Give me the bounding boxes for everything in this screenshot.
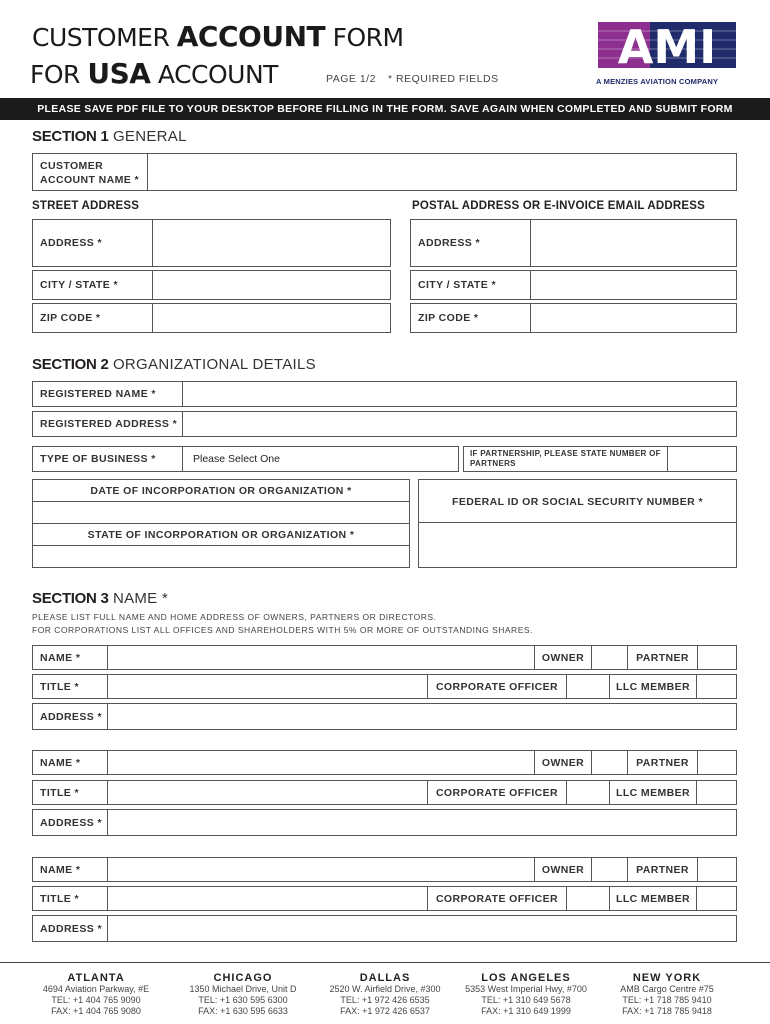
ami-logo xyxy=(598,22,736,68)
postal-zip-label: ZIP CODE * xyxy=(418,312,479,324)
principal2-owner-option[interactable] xyxy=(534,750,592,775)
principal1-llc-member-checkbox[interactable] xyxy=(696,674,737,699)
office-address: AMB Cargo Centre #75 xyxy=(620,984,714,994)
principal2-title-label-cell xyxy=(32,780,108,805)
office-fax: FAX: +1 404 765 9080 xyxy=(51,1006,141,1016)
postal-city-label: CITY / STATE * xyxy=(418,279,496,291)
federal-id-label-cell xyxy=(418,479,737,523)
office-los-angeles xyxy=(456,972,596,1017)
office-atlanta xyxy=(26,972,166,1017)
principal2-partner-checkbox[interactable] xyxy=(697,750,737,775)
principal2-name-label: NAME * xyxy=(40,757,81,769)
street-address-label: ADDRESS * xyxy=(40,237,102,249)
principal3-partner-option[interactable] xyxy=(627,857,698,882)
principal3-address-label: ADDRESS * xyxy=(40,923,102,935)
office-fax: FAX: +1 718 785 9418 xyxy=(622,1006,712,1016)
office-fax: FAX: +1 310 649 1999 xyxy=(481,1006,571,1016)
principal1-partner-option[interactable] xyxy=(627,645,698,670)
title-account-2: ACCOUNT xyxy=(157,60,278,89)
partnership-label-cell xyxy=(463,446,668,472)
section3-title: NAME * xyxy=(112,590,169,607)
principal3-title-label: TITLE * xyxy=(40,893,79,905)
principal2-name-input[interactable] xyxy=(107,750,535,775)
office-tel: TEL: +1 630 595 6300 xyxy=(198,995,288,1005)
office-city: CHICAGO xyxy=(213,972,273,984)
principal1-title-label-cell xyxy=(32,674,108,699)
principal3-partner-checkbox[interactable] xyxy=(697,857,737,882)
registered-name-input[interactable] xyxy=(182,381,737,407)
street-zip-label-cell xyxy=(32,303,153,333)
principal3-llc-member-checkbox[interactable] xyxy=(696,886,737,911)
principal3-llc-member-label: LLC MEMBER xyxy=(616,893,690,905)
principal1-partner-checkbox[interactable] xyxy=(697,645,737,670)
office-city: ATLANTA xyxy=(67,972,125,984)
registered-address-input[interactable] xyxy=(182,411,737,437)
principal3-corporate-officer-option[interactable] xyxy=(427,886,567,911)
office-city: DALLAS xyxy=(359,972,411,984)
principal2-corporate-officer-label: CORPORATE OFFICER xyxy=(435,787,559,799)
postal-address-input[interactable] xyxy=(530,219,737,267)
office-address: 2520 W. Airfield Drive, #300 xyxy=(329,984,441,994)
state-incorporation-label: STATE OF INCORPORATION OR ORGANIZATION * xyxy=(87,529,355,541)
type-of-business-label: TYPE OF BUSINESS * xyxy=(40,453,156,465)
office-dallas xyxy=(315,972,455,1017)
office-fax: FAX: +1 972 426 6537 xyxy=(340,1006,430,1016)
principal2-corporate-officer-checkbox[interactable] xyxy=(566,780,610,805)
section2-heading xyxy=(32,356,316,373)
title-form: FORM xyxy=(332,23,404,52)
title-usa: USA xyxy=(87,57,151,90)
principal1-address-label-cell xyxy=(32,703,108,730)
principal3-corporate-officer-checkbox[interactable] xyxy=(566,886,610,911)
principal2-title-label: TITLE * xyxy=(40,787,79,799)
principal3-address-input[interactable] xyxy=(107,915,737,942)
principal1-corporate-officer-checkbox[interactable] xyxy=(566,674,610,699)
section2-number: SECTION 2 xyxy=(32,356,109,373)
principal3-name-label: NAME * xyxy=(40,864,81,876)
principal2-llc-member-label: LLC MEMBER xyxy=(616,787,690,799)
partnership-label: IF PARTNERSHIP, PLEASE STATE NUMBER OF PARTNERS xyxy=(470,449,661,468)
postal-address-label: ADDRESS * xyxy=(418,237,480,249)
principal3-partner-label: PARTNER xyxy=(636,864,689,876)
street-address-input[interactable] xyxy=(152,219,391,267)
date-incorporation-label-cell xyxy=(32,479,410,502)
office-tel: TEL: +1 310 649 5678 xyxy=(481,995,571,1005)
principal1-name-label-cell xyxy=(32,645,108,670)
principal1-owner-label: OWNER xyxy=(541,652,585,664)
postal-address-label-cell xyxy=(410,219,531,267)
date-incorporation-input[interactable] xyxy=(32,501,410,524)
number-of-partners-input[interactable] xyxy=(667,446,737,472)
principal1-corporate-officer-label: CORPORATE OFFICER xyxy=(435,681,559,693)
customer-account-label-cell xyxy=(32,153,148,191)
logo-text: AMI xyxy=(617,22,717,68)
principal1-llc-member-option[interactable] xyxy=(609,674,697,699)
state-incorporation-input[interactable] xyxy=(32,545,410,568)
office-tel: TEL: +1 718 785 9410 xyxy=(622,995,712,1005)
principals-note-2: FOR CORPORATIONS LIST ALL OFFICES AND SHAREHOLDERS WITH 5% OR MORE OF OUTSTANDING SHARES. xyxy=(32,625,533,635)
principal3-llc-member-option[interactable] xyxy=(609,886,697,911)
street-zip-input[interactable] xyxy=(152,303,391,333)
office-address: 5353 West Imperial Hwy, #700 xyxy=(465,984,587,994)
principal2-title-input[interactable] xyxy=(107,780,428,805)
federal-id-label: FEDERAL ID OR SOCIAL SECURITY NUMBER * xyxy=(452,496,703,508)
principal2-llc-member-option[interactable] xyxy=(609,780,697,805)
postal-city-label-cell xyxy=(410,270,531,300)
street-address-header: STREET ADDRESS xyxy=(32,200,140,212)
principal1-title-label: TITLE * xyxy=(40,681,79,693)
section1-heading xyxy=(32,128,187,145)
principal1-partner-label: PARTNER xyxy=(636,652,689,664)
type-of-business-value: Please Select One xyxy=(193,453,280,465)
type-of-business-select[interactable] xyxy=(182,446,459,472)
office-address: 1350 Michael Drive, Unit D xyxy=(189,984,297,994)
section2-title: ORGANIZATIONAL DETAILS xyxy=(112,356,316,373)
title-account: ACCOUNT xyxy=(176,20,326,53)
customer-account-name-input[interactable] xyxy=(147,153,737,191)
office-address: 4694 Aviation Parkway, #E xyxy=(42,984,150,994)
registered-name-label-cell xyxy=(32,381,183,407)
principal2-address-label: ADDRESS * xyxy=(40,817,102,829)
title-for: FOR xyxy=(30,60,80,89)
principal2-address-input[interactable] xyxy=(107,809,737,836)
postal-zip-label-cell xyxy=(410,303,531,333)
registered-address-label-cell xyxy=(32,411,183,437)
principal2-address-label-cell xyxy=(32,809,108,836)
logo-subtitle: A MENZIES AVIATION COMPANY xyxy=(596,77,719,86)
principal2-owner-checkbox[interactable] xyxy=(591,750,628,775)
form-title-line2 xyxy=(30,57,278,90)
principal2-corporate-officer-option[interactable] xyxy=(427,780,567,805)
customer-label-line2: ACCOUNT NAME * xyxy=(40,174,139,186)
street-zip-label: ZIP CODE * xyxy=(40,312,101,324)
required-fields-note: * REQUIRED FIELDS xyxy=(388,73,499,85)
principal1-name-label: NAME * xyxy=(40,652,81,664)
principal2-partner-option[interactable] xyxy=(627,750,698,775)
office-fax: FAX: +1 630 595 6633 xyxy=(198,1006,288,1016)
principal1-llc-member-label: LLC MEMBER xyxy=(616,681,690,693)
street-city-label-cell xyxy=(32,270,153,300)
principal1-address-input[interactable] xyxy=(107,703,737,730)
principal2-llc-member-checkbox[interactable] xyxy=(696,780,737,805)
principal3-name-label-cell xyxy=(32,857,108,882)
street-city-label: CITY / STATE * xyxy=(40,279,118,291)
principal2-name-label-cell xyxy=(32,750,108,775)
street-city-input[interactable] xyxy=(152,270,391,300)
office-new-york xyxy=(597,972,737,1017)
principal1-title-input[interactable] xyxy=(107,674,428,699)
postal-zip-input[interactable] xyxy=(530,303,737,333)
date-incorporation-label: DATE OF INCORPORATION OR ORGANIZATION * xyxy=(90,485,352,497)
section1-title: GENERAL xyxy=(112,128,187,145)
principal3-corporate-officer-label: CORPORATE OFFICER xyxy=(435,893,559,905)
type-of-business-label-cell xyxy=(32,446,183,472)
street-address-label-cell xyxy=(32,219,153,267)
principal2-owner-label: OWNER xyxy=(541,757,585,769)
principals-note-1: PLEASE LIST FULL NAME AND HOME ADDRESS OF OWNERS, PARTNERS OR DIRECTORS. xyxy=(32,612,437,622)
principal3-owner-checkbox[interactable] xyxy=(591,857,628,882)
office-chicago xyxy=(173,972,313,1017)
form-title-line1 xyxy=(32,20,404,53)
postal-city-input[interactable] xyxy=(530,270,737,300)
section1-number: SECTION 1 xyxy=(32,128,109,145)
principal3-title-input[interactable] xyxy=(107,886,428,911)
principal1-owner-checkbox[interactable] xyxy=(591,645,628,670)
instruction-banner: PLEASE SAVE PDF FILE TO YOUR DESKTOP BEFORE FILLING IN THE FORM. SAVE AGAIN WHEN COMPLETED AND SUBMIT FORM xyxy=(0,98,770,120)
principal3-owner-label: OWNER xyxy=(541,864,585,876)
office-tel: TEL: +1 972 426 6535 xyxy=(340,995,430,1005)
principal2-partner-label: PARTNER xyxy=(636,757,689,769)
office-city: LOS ANGELES xyxy=(481,972,571,984)
footer-divider xyxy=(0,962,770,963)
registered-address-label: REGISTERED ADDRESS * xyxy=(40,418,178,430)
principal3-title-label-cell xyxy=(32,886,108,911)
customer-label-line1: CUSTOMER xyxy=(40,160,104,172)
state-incorporation-label-cell xyxy=(32,523,410,546)
title-customer: CUSTOMER xyxy=(32,23,170,52)
postal-address-header: POSTAL ADDRESS OR E-INVOICE EMAIL ADDRESS xyxy=(412,200,705,212)
principal1-name-input[interactable] xyxy=(107,645,535,670)
principal1-address-label: ADDRESS * xyxy=(40,711,102,723)
principal1-corporate-officer-option[interactable] xyxy=(427,674,567,699)
principal3-owner-option[interactable] xyxy=(534,857,592,882)
principal1-owner-option[interactable] xyxy=(534,645,592,670)
office-tel: TEL: +1 404 765 9090 xyxy=(51,995,141,1005)
registered-name-label: REGISTERED NAME * xyxy=(40,388,156,400)
section3-heading xyxy=(32,590,168,607)
principal3-address-label-cell xyxy=(32,915,108,942)
section3-number: SECTION 3 xyxy=(32,590,109,607)
page-number: PAGE 1/2 xyxy=(326,73,376,85)
principal3-name-input[interactable] xyxy=(107,857,535,882)
federal-id-input[interactable] xyxy=(418,522,737,568)
office-city: NEW YORK xyxy=(632,972,702,984)
